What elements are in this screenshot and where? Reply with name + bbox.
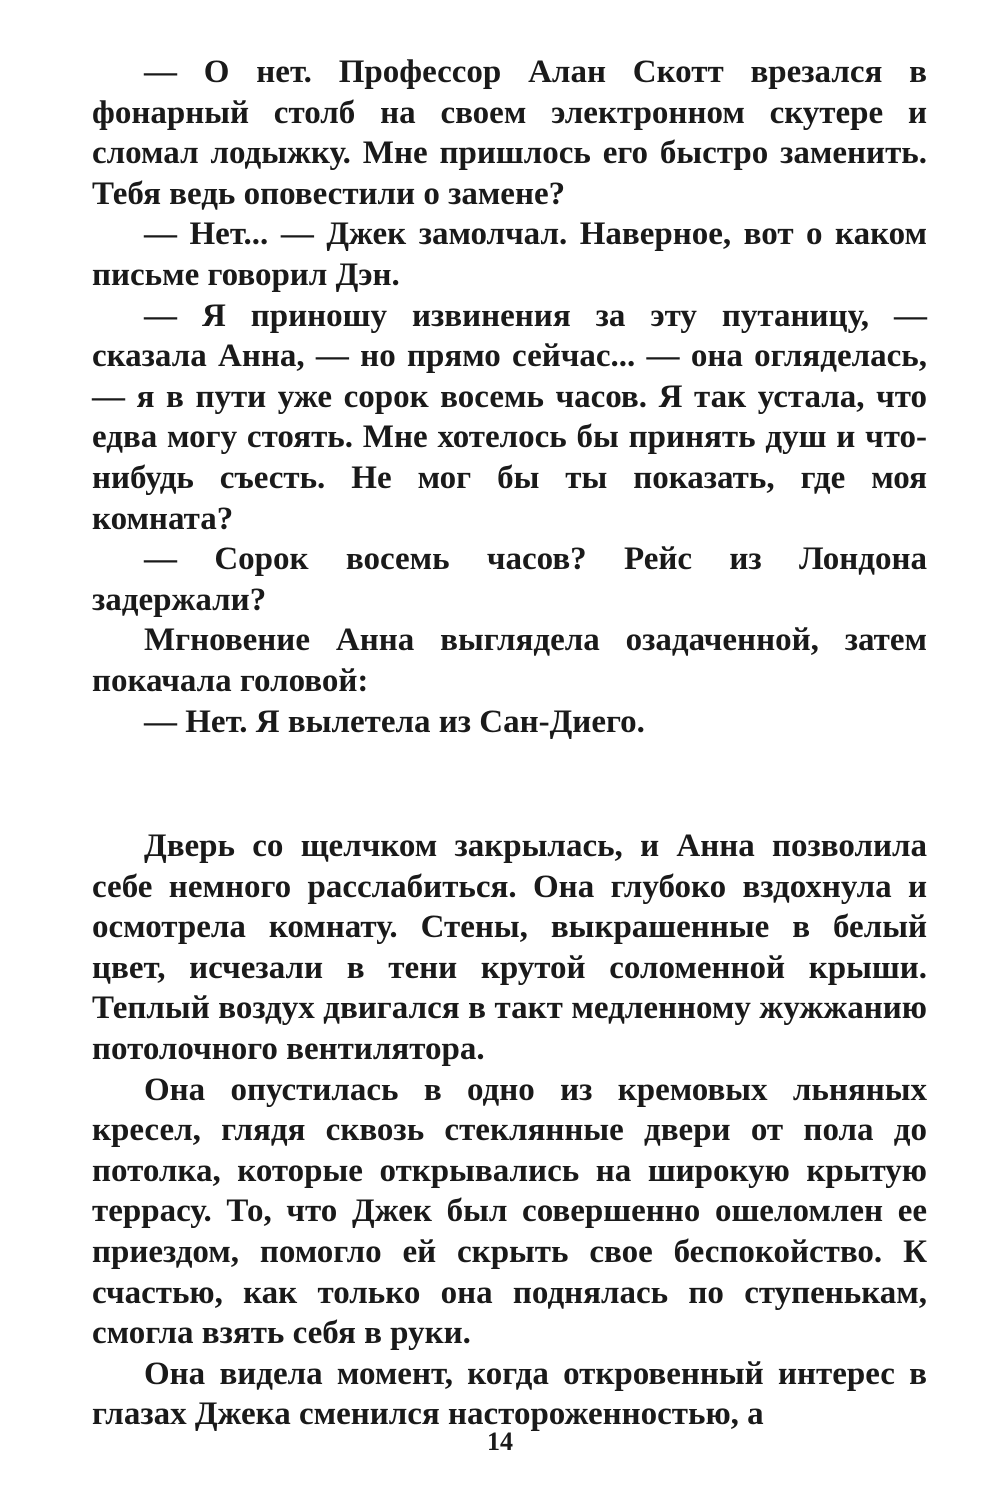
paragraph-dialogue-5: — Нет. Я вылетела из Сан-Диего. xyxy=(144,703,645,740)
page-body xyxy=(92,52,927,1435)
paragraph-narration-2: Дверь со щелчком закрылась, и Анна позволила себе немного расслабиться. Она глубоко вздохнула и осмотрела комнату. Стены, выкрашенные в белый цвет, исчезали в тени крутой соломенной крыши. Теплый воздух двигался в такт медленному жужжанию потолочного вентилятора. xyxy=(92,828,927,1068)
paragraph-narration-4: Она видела момент, когда откровенный интерес в глазах Джека сменился настороженностью, а xyxy=(92,1355,927,1433)
section-break xyxy=(92,742,927,826)
paragraph-dialogue-1: — О нет. Профессор Алан Скотт врезался в фонарный столб на своем электронном скутере и сломал лодыжку. Мне пришлось его быстро заменить. Тебя ведь оповестили о замене? xyxy=(92,54,927,212)
paragraph-dialogue-2: — Нет... — Джек замолчал. Наверное, вот о каком письме говорил Дэн. xyxy=(92,216,927,293)
paragraph-dialogue-4: — Сорок восемь часов? Рейс из Лондона задержали? xyxy=(92,541,927,618)
paragraph-narration-1: Мгновение Анна выглядела озадаченной, затем покачала головой: xyxy=(92,622,927,699)
paragraph-narration-3: Она опустилась в одно из кремовых льняных кресел, глядя сквозь стеклянные двери от пола до потолка, которые открывались на широкую крытую террасу. То, что Джек был совершенно ошеломлен ее приездом, помогло ей скрыть свое беспокойство. К счастью, как только она поднялась по ступенькам, смогла взять себя в руки. xyxy=(92,1071,927,1352)
page-number: 14 xyxy=(487,1427,513,1456)
paragraph-dialogue-3: — Я приношу извинения за эту путаницу, — сказала Анна, — но прямо сейчас... — она огляделась, — я в пути уже сорок восемь часов. Я так устала, что едва могу стоять. Мне хотелось бы принять душ и что-нибудь съесть. Не мог бы ты показать, где моя комната? xyxy=(92,297,927,537)
